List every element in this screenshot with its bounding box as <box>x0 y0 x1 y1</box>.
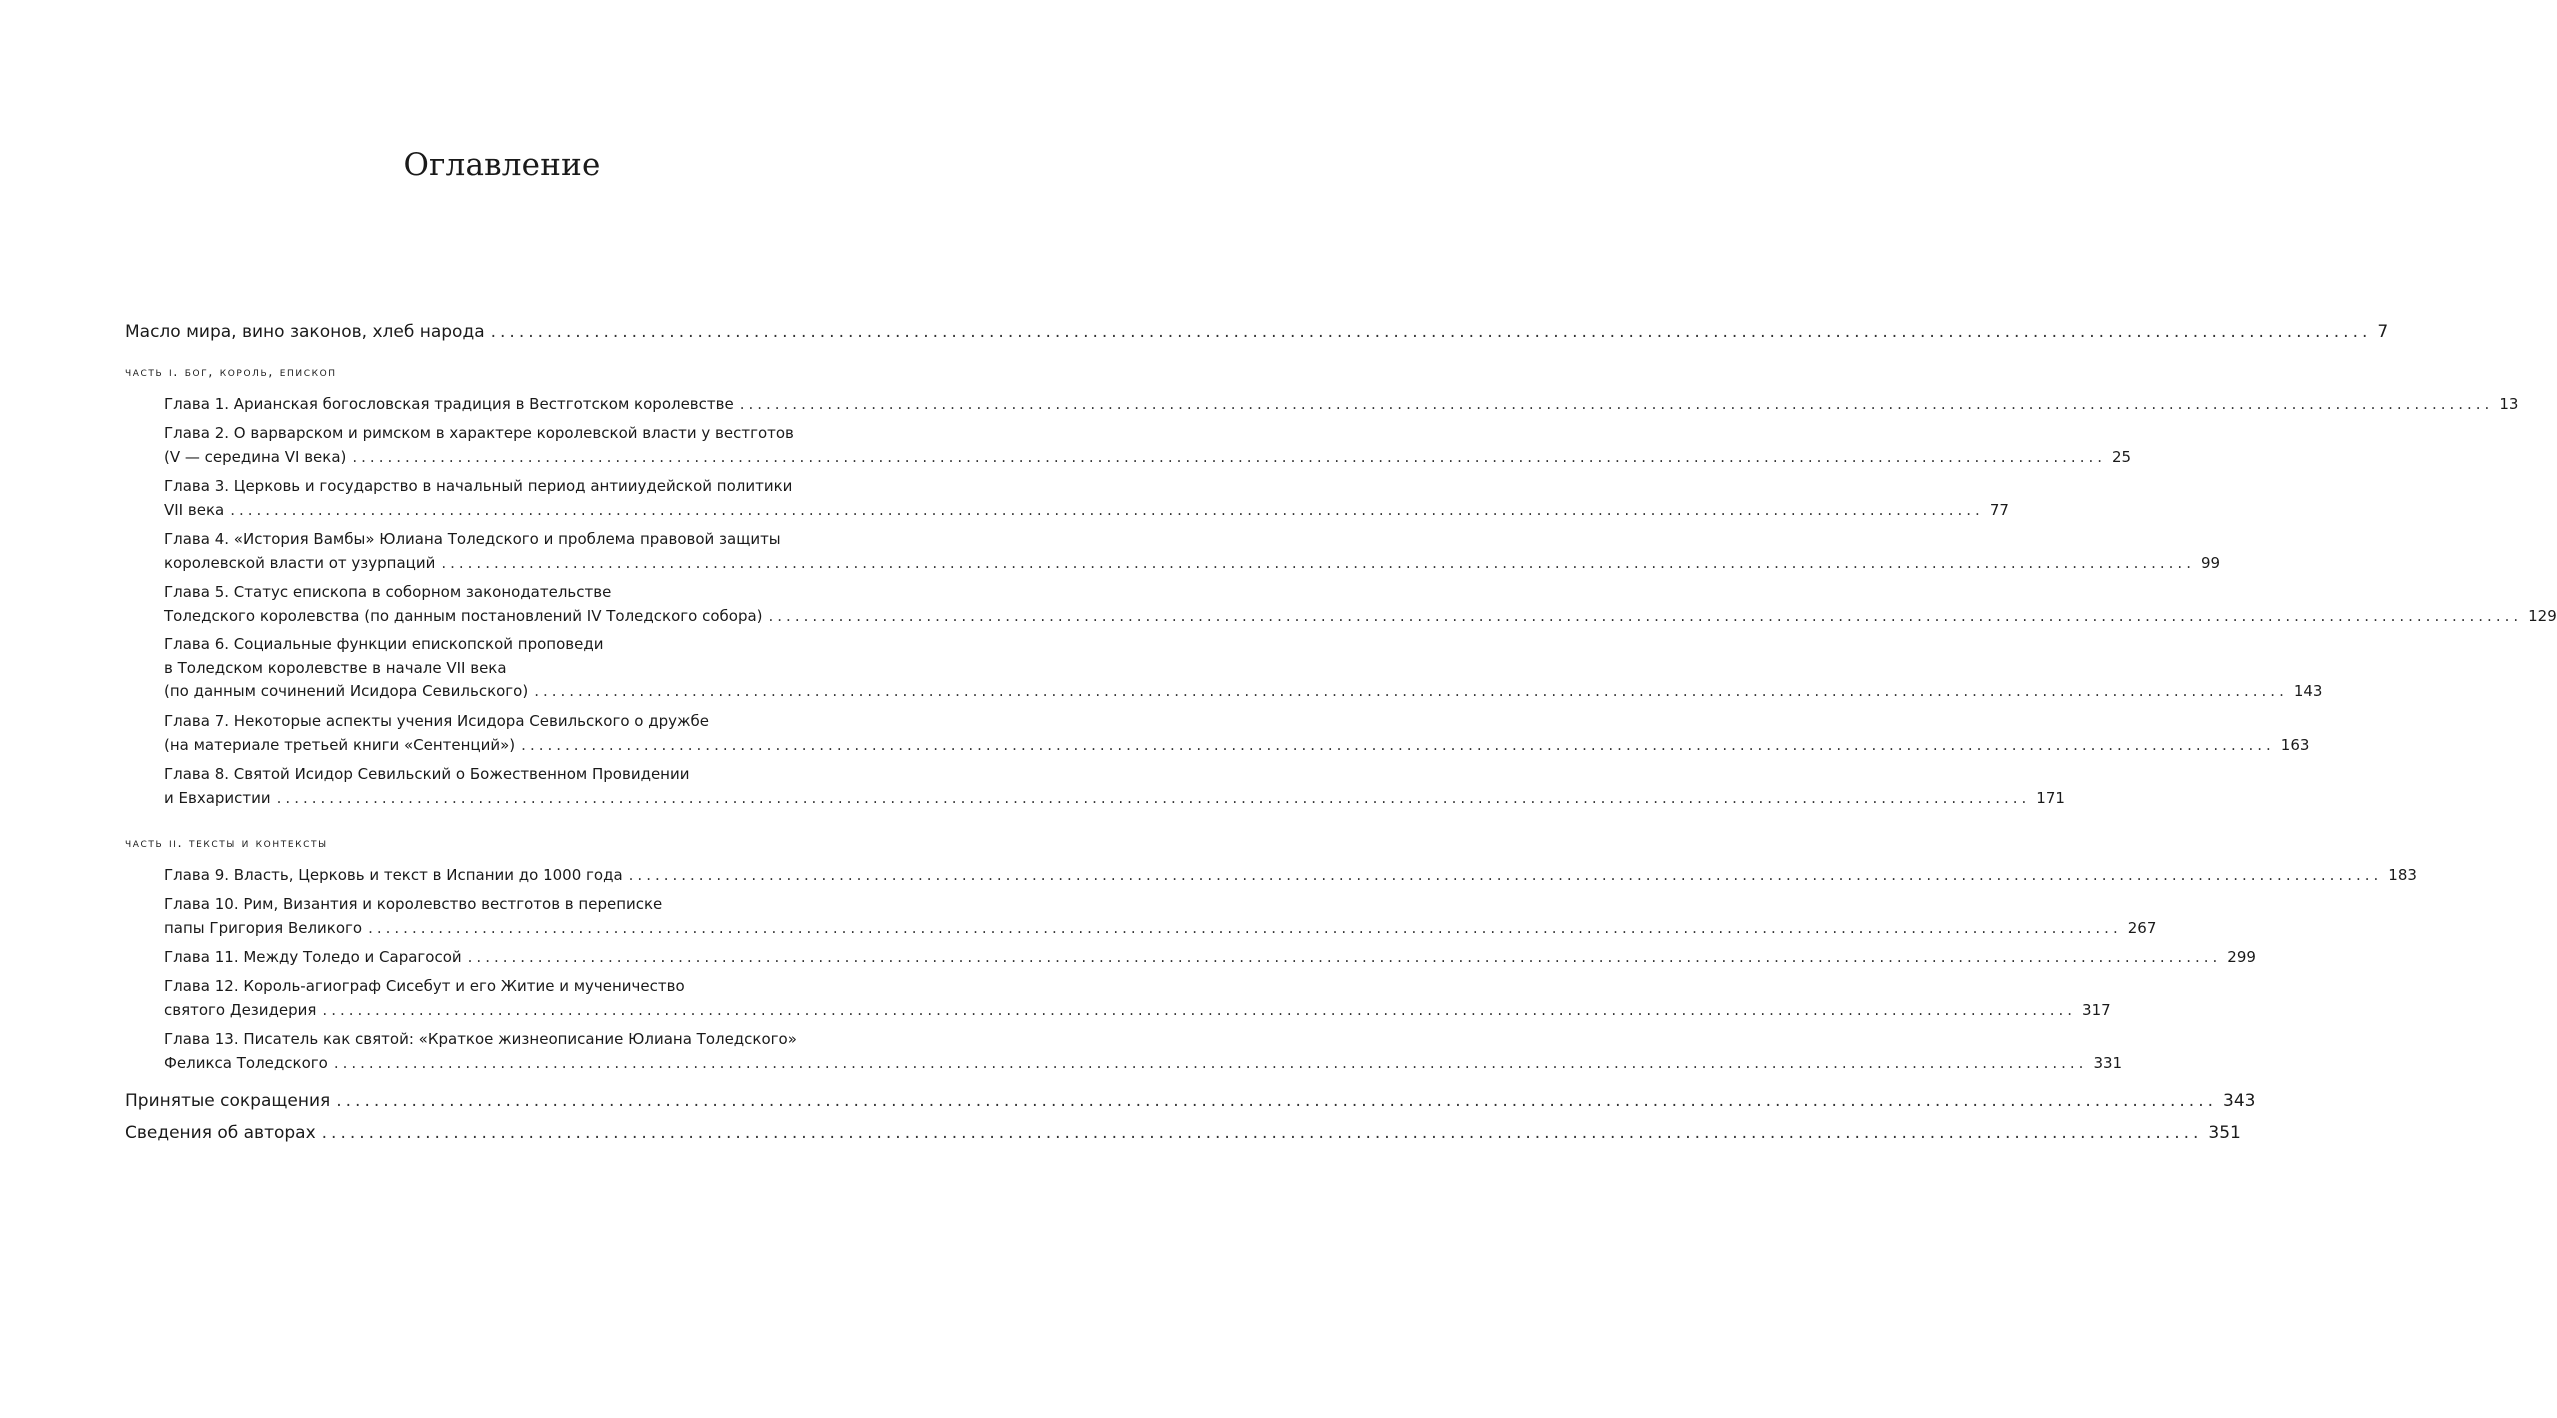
page-title: Оглавление <box>403 146 601 183</box>
dot-leader: ........................................................................................................................................................................................................ <box>739 395 2494 413</box>
toc-entry-intro[interactable] <box>125 322 2389 342</box>
page-number: 267 <box>2127 918 2157 937</box>
chapter-entry[interactable] <box>164 422 2132 469</box>
dot-leader: ........................................................................................................................................................................................................ <box>230 500 1984 519</box>
part-heading-2: часть ii. тексты и контексты <box>125 836 328 851</box>
chapter-title-last-line: Глава 1. Арианская богословская традиция в Вестготском королевстве <box>164 395 734 413</box>
page-number: 77 <box>1989 500 2009 519</box>
chapter-title-line: Глава 2. О варварском и римском в характере королевской власти у вестготов <box>164 424 794 442</box>
chapter-title-line: Глава 8. Святой Исидор Севильский о Божественном Провидении <box>164 765 690 783</box>
chapter-title-last-line: Глава 9. Власть, Церковь и текст в Испании до 1000 года <box>164 866 623 884</box>
entry-title: Сведения об авторах <box>125 1123 316 1143</box>
dot-leader: ........................................................................................................................................................................................................ <box>441 553 2195 572</box>
part-heading-1: часть i. бог, король, епископ <box>125 365 337 380</box>
page-number: 171 <box>2036 788 2065 807</box>
chapter-entry[interactable] <box>164 1028 2123 1075</box>
chapter-entry[interactable] <box>164 763 2065 810</box>
chapter-title-line: Глава 3. Церковь и государство в начальный период антииудейской политики <box>164 477 793 495</box>
chapter-title-last-line: VII века <box>164 500 225 519</box>
entry-title: Принятые сокращения <box>125 1091 331 1111</box>
chapter-entry[interactable] <box>164 393 2519 417</box>
page-number: 163 <box>2280 735 2310 754</box>
toc-entry-authors[interactable] <box>125 1123 2241 1143</box>
chapter-entry[interactable] <box>164 946 2256 970</box>
chapter-entry[interactable] <box>164 710 2310 757</box>
chapter-title-last-line: Феликса Толедского <box>164 1053 328 1072</box>
dot-leader: ........................................................................................................................................................................................................ <box>628 866 2383 884</box>
chapter-title-last-line: святого Дезидерия <box>164 1000 317 1019</box>
chapter-entry[interactable] <box>164 893 2157 940</box>
chapter-title-line: Глава 4. «История Вамбы» Юлиана Толедского и проблема правовой защиты <box>164 530 781 548</box>
page-number: 99 <box>2200 553 2221 572</box>
page-number: 7 <box>2377 322 2389 342</box>
page-number: 13 <box>2499 395 2519 413</box>
dot-leader: ........................................................................................................................................................................................................ <box>352 447 2107 466</box>
dot-leader: ........................................................................................................................................................................................................ <box>333 1053 2088 1072</box>
chapter-title-last-line: Глава 11. Между Толедо и Сарагосой <box>164 948 462 966</box>
dot-leader: ........................................................................................................................................................................................................ <box>490 322 2372 342</box>
chapter-title-last-line: и Евхаристии <box>164 788 271 807</box>
dot-leader: ........................................................................................................................................................................................................ <box>467 948 2222 966</box>
chapter-entry[interactable] <box>164 528 2221 575</box>
chapter-title-line: Глава 7. Некоторые аспекты учения Исидора Севильского о дружбе <box>164 712 710 730</box>
dot-leader: ........................................................................................................................................................................................................ <box>534 682 2288 700</box>
chapter-title-line: Глава 13. Писатель как святой: «Краткое жизнеописание Юлиана Толедского» <box>164 1030 797 1048</box>
dot-leader: ........................................................................................................................................................................................................ <box>368 918 2122 937</box>
chapter-title-line: Глава 6. Социальные функции епископской проповеди <box>164 635 604 653</box>
chapter-title-line: Глава 5. Статус епископа в соборном законодательстве <box>164 583 612 601</box>
page-number: 317 <box>2082 1000 2111 1019</box>
chapter-title-line: Глава 12. Король-агиограф Сисебут и его Житие и мученичество <box>164 977 685 995</box>
chapter-title-last-line: (по данным сочинений Исидора Севильского) <box>164 682 529 700</box>
entry-title: Масло мира, вино законов, хлеб народа <box>125 322 485 342</box>
chapter-title-last-line: королевской власти от узурпаций <box>164 553 436 572</box>
dot-leader: ........................................................................................................................................................................................................ <box>336 1091 2218 1111</box>
chapter-entry[interactable] <box>164 975 2111 1022</box>
dot-leader: ........................................................................................................................................................................................................ <box>521 735 2275 754</box>
page-number: 331 <box>2093 1053 2123 1072</box>
chapter-title-line: Глава 10. Рим, Византия и королевство вестготов в переписке <box>164 895 663 913</box>
page-number: 183 <box>2388 866 2417 884</box>
dot-leader: ........................................................................................................................................................................................................ <box>321 1123 2203 1143</box>
chapter-entry[interactable] <box>164 864 2417 888</box>
chapter-title-line: в Толедском королевстве в начале VII века <box>164 658 507 677</box>
chapter-entry[interactable] <box>164 475 2009 522</box>
chapter-entry[interactable] <box>164 581 2557 628</box>
page-number: 25 <box>2112 447 2132 466</box>
chapter-title-last-line: (на материале третьей книги «Сентенций») <box>164 735 516 754</box>
page-number: 129 <box>2528 606 2557 625</box>
chapter-title-last-line: (V — середина VI века) <box>164 447 347 466</box>
page-number: 343 <box>2223 1091 2256 1111</box>
chapter-entry[interactable] <box>164 633 2323 704</box>
dot-leader: ........................................................................................................................................................................................................ <box>276 788 2031 807</box>
chapter-title-last-line: Толедского королевства (по данным постановлений IV Толедского собора) <box>164 606 763 625</box>
chapter-title-last-line: папы Григория Великого <box>164 918 363 937</box>
page-number: 351 <box>2208 1123 2241 1143</box>
dot-leader: ........................................................................................................................................................................................................ <box>768 606 2523 625</box>
page-number: 299 <box>2227 948 2256 966</box>
dot-leader: ........................................................................................................................................................................................................ <box>322 1000 2077 1019</box>
page-number: 143 <box>2293 682 2323 700</box>
toc-entry-abbreviations[interactable] <box>125 1091 2256 1111</box>
